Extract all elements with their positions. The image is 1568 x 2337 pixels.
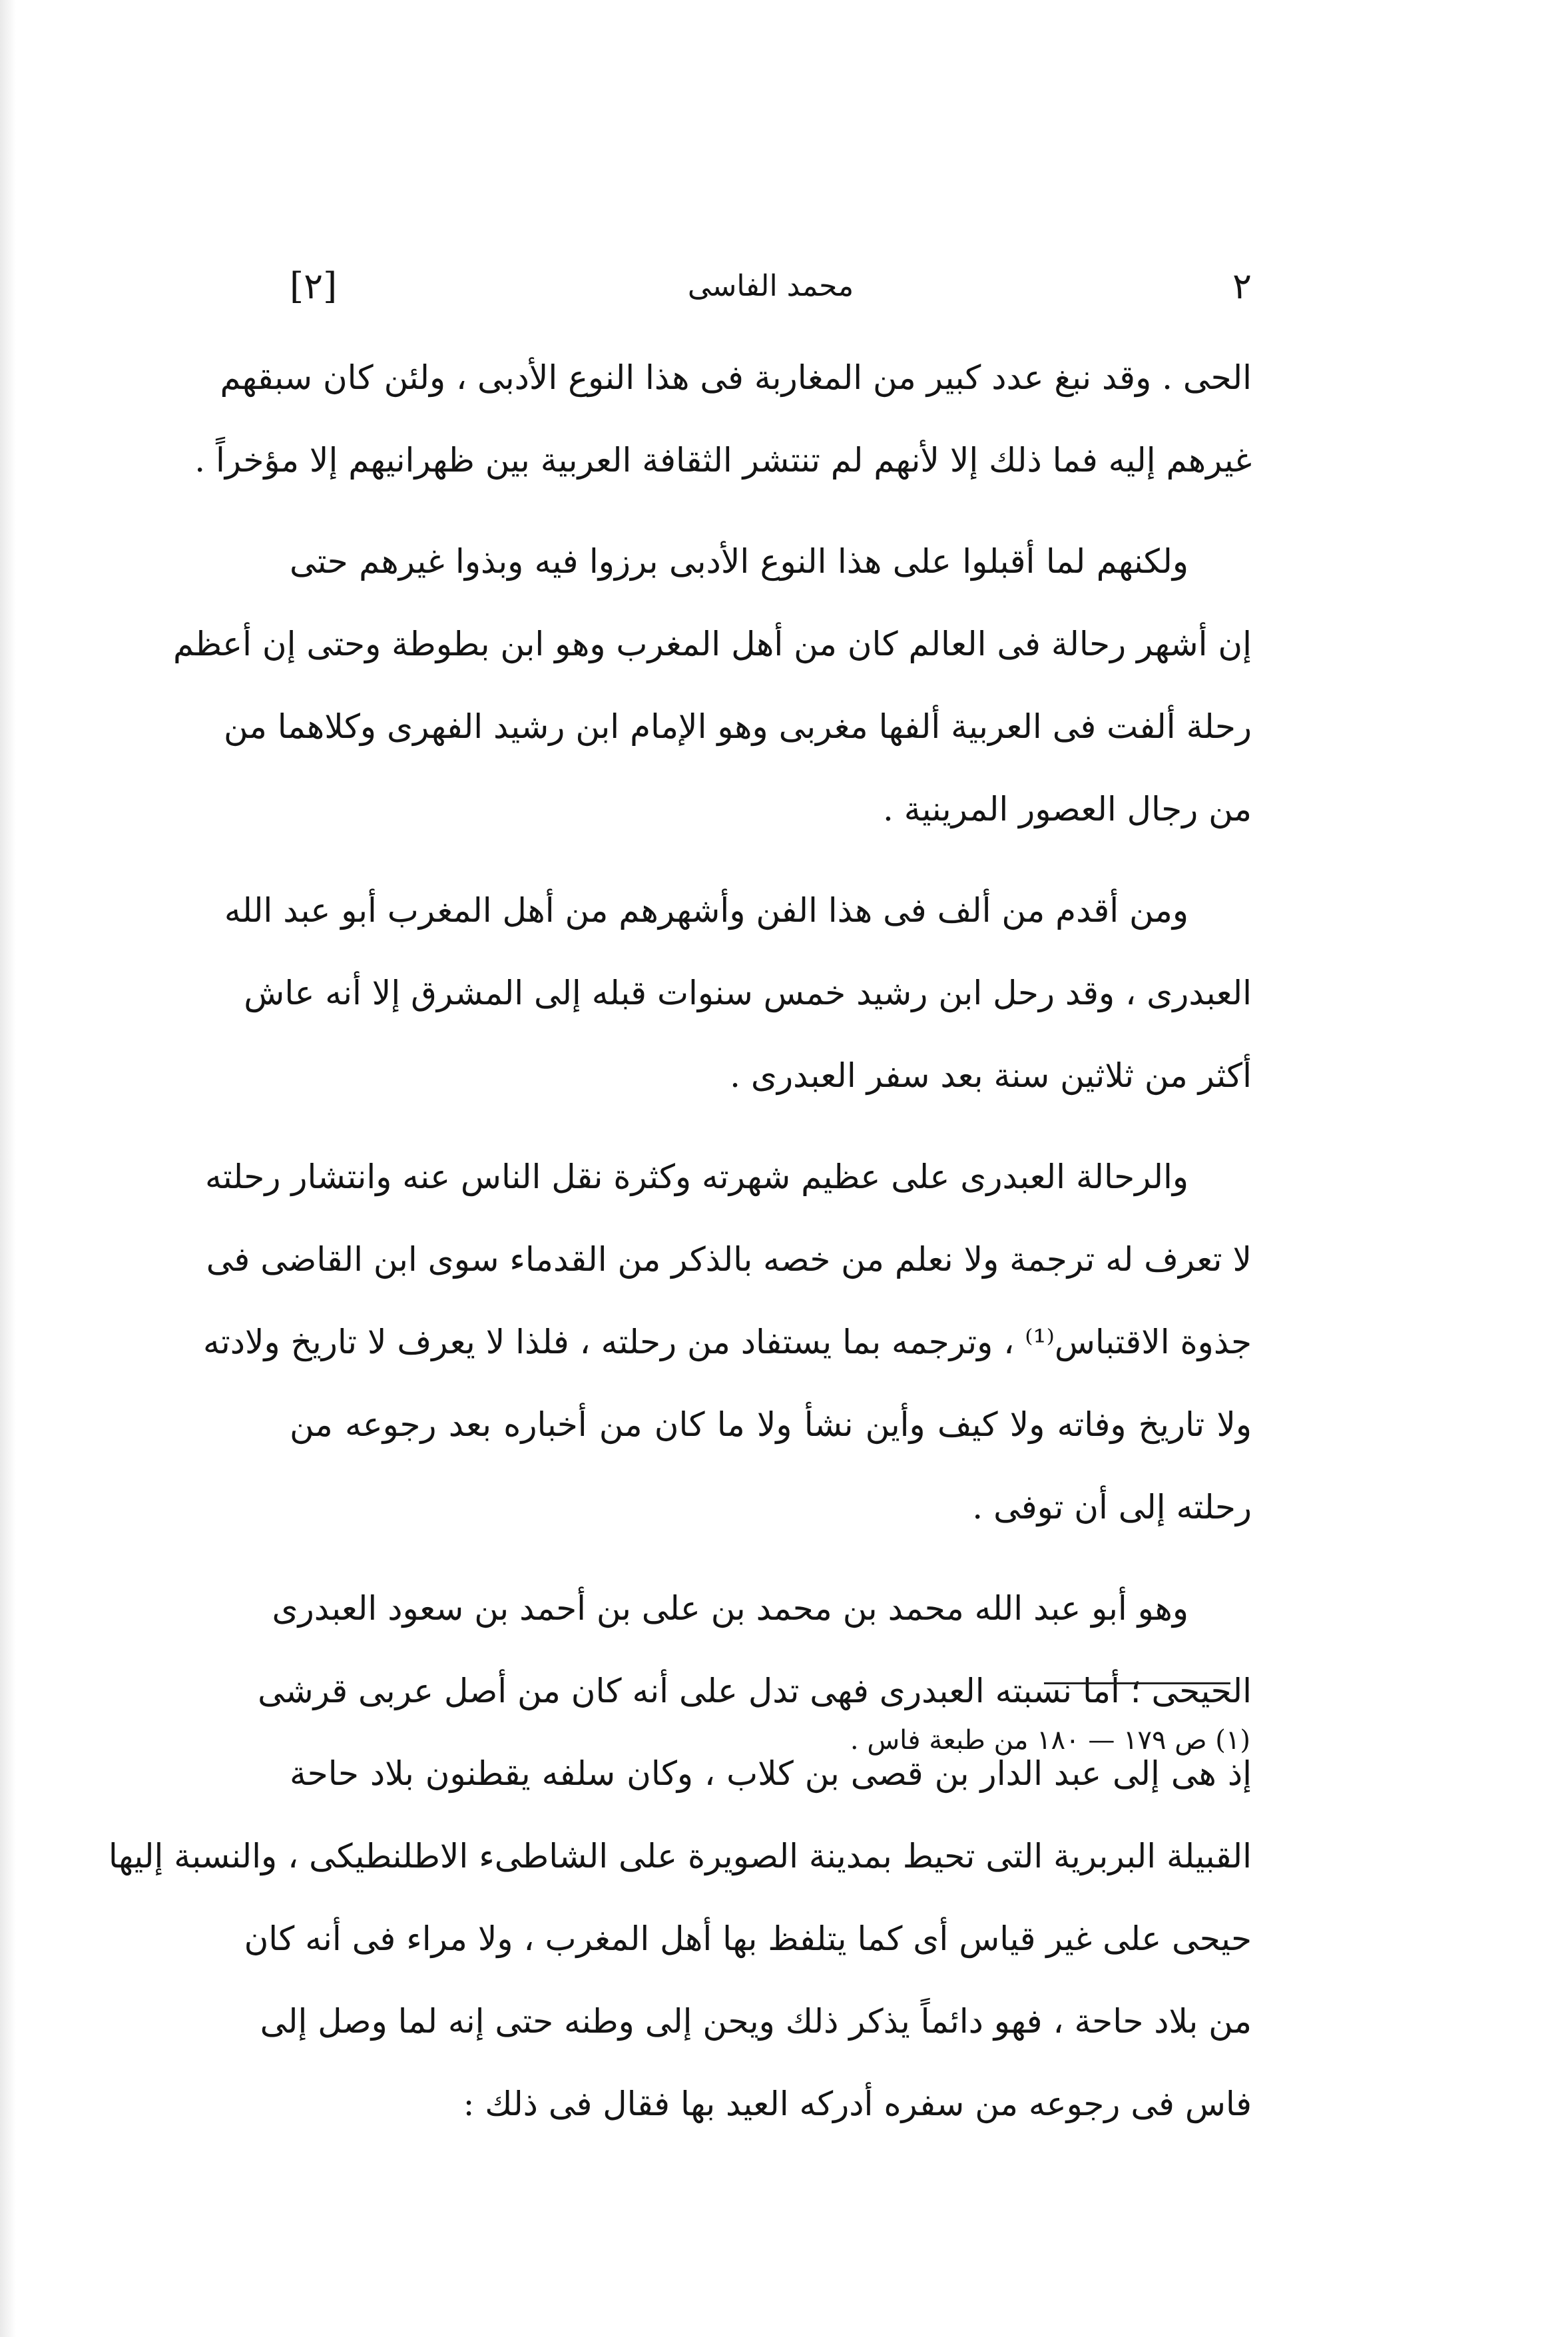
text-line: غيرهم إليه فما ذلك إلا لأنهم لم تنتشر الثقافة العربية بين ظهرانيهم إلا مؤخراً . (194, 441, 1252, 480)
footnote-divider (1044, 1682, 1230, 1684)
paragraph-2 (173, 520, 1252, 850)
text-line: ومن أقدم من ألف فى هذا الفن وأشهرهم من أهل المغرب أبو عبد الله (224, 891, 1188, 930)
text-line: ولا تاريخ وفاته ولا كيف وأين نشأ ولا ما كان من أخباره بعد رجوعه من (290, 1405, 1252, 1444)
text-line: أكثر من ثلاثين سنة بعد سفر العبدرى . (730, 1056, 1252, 1095)
running-title: محمد الفاسى (687, 269, 854, 303)
text-line: إذ هى إلى عبد الدار بن قصى بن كلاب ، وكان سلفه يقطنون بلاد حاحة (290, 1754, 1252, 1793)
text-line: الحى . وقد نبغ عدد كبير من المغاربة فى هذا النوع الأدبى ، ولئن كان سبقهم (220, 358, 1252, 397)
text-line: جذوة الاقتباس⁽¹⁾ ، وترجمه بما يستفاد من رحلته ، فلذا لا يعرف لا تاريخ ولادته (203, 1323, 1252, 1361)
text-line: وهو أبو عبد الله محمد بن محمد بن على بن أحمد بن سعود العبدرى (272, 1589, 1188, 1628)
text-line: رحلته إلى أن توفى . (972, 1488, 1252, 1526)
scan-edge-shadow (0, 0, 16, 2337)
paragraph-3 (224, 869, 1252, 1117)
body-text (108, 336, 1252, 2164)
page-header (290, 263, 1252, 310)
text-line: من رجال العصور المرينية . (882, 790, 1252, 829)
page-number: ٢ (1232, 265, 1252, 307)
text-line: العبدرى ، وقد رحل ابن رشيد خمس سنوات قبله إلى المشرق إلا أنه عاش (244, 974, 1252, 1012)
text-line: ولكنهم لما أقبلوا على هذا النوع الأدبى برزوا فيه وبذوا غيرهم حتى (290, 542, 1188, 581)
folio-mark: [٢] (290, 265, 338, 307)
paragraph-4 (203, 1136, 1252, 1548)
text-line: حيحى على غير قياس أى كما يتلفظ بها أهل المغرب ، ولا مراء فى أنه كان (244, 1919, 1252, 1958)
text-line: من بلاد حاحة ، فهو دائماً يذكر ذلك ويحن إلى وطنه حتى إنه لما وصل إلى (260, 2002, 1252, 2041)
text-line: الحيحى ؛ أما نسبته العبدرى فهى تدل على أنه كان من أصل عربى قرشى (258, 1672, 1252, 1710)
text-line: والرحالة العبدرى على عظيم شهرته وكثرة نقل الناس عنه وانتشار رحلته (204, 1158, 1188, 1196)
text-line: رحلة ألفت فى العربية ألفها مغربى وهو الإمام ابن رشيد الفهرى وكلاهما من (224, 707, 1252, 746)
text-line: فاس فى رجوعه من سفره أدركه العيد بها فقال فى ذلك : (463, 2085, 1252, 2123)
paragraph-1 (194, 336, 1252, 501)
footnote: (١) ص ١٧٩ — ١٨٠ من طبعة فاس . (850, 1725, 1250, 1756)
text-line: إن أشهر رحالة فى العالم كان من أهل المغرب وهو ابن بطوطة وحتى إن أعظم (173, 625, 1252, 663)
text-line: لا تعرف له ترجمة ولا نعلم من خصه بالذكر من القدماء سوى ابن القاضى فى (206, 1240, 1252, 1279)
text-line: القبيلة البربرية التى تحيط بمدينة الصويرة على الشاطىء الاطلنطيكى ، والنسبة إليها (108, 1837, 1252, 1875)
paragraph-5 (108, 1567, 1252, 2145)
